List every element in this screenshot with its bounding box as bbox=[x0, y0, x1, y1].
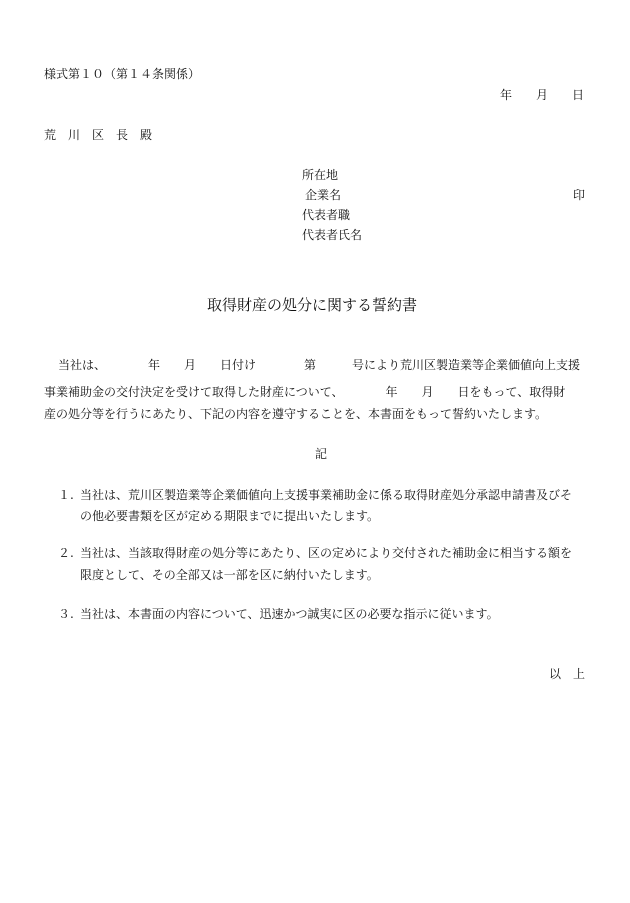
item-2-line-1: 当社は、当該取得財産の処分等にあたり、区の定めにより交付された補助金に相当する額を bbox=[80, 546, 573, 560]
seal-mark: 印 bbox=[573, 188, 586, 202]
closing-mark: 以 上 bbox=[549, 667, 586, 681]
company-label: 企業名 bbox=[305, 188, 342, 202]
ki-label: 記 bbox=[315, 447, 328, 461]
item-1-line-2: の他必要書類を区が定める期限までに提出いたします。 bbox=[80, 509, 380, 523]
item-3-number: ３. bbox=[58, 607, 74, 621]
address-label: 所在地 bbox=[302, 168, 339, 182]
item-1-line-1: 当社は、荒川区製造業等企業価値向上支援事業補助金に係る取得財産処分承認申請書及びそ bbox=[80, 488, 573, 502]
item-1-number: １. bbox=[58, 488, 74, 502]
representative-name-label: 代表者氏名 bbox=[302, 228, 363, 242]
form-number: 様式第１０（第１４条関係） bbox=[44, 67, 201, 81]
item-2-number: ２. bbox=[58, 546, 74, 560]
representative-title-label: 代表者職 bbox=[302, 208, 351, 222]
addressee: 荒 川 区 長 殿 bbox=[44, 128, 153, 142]
body-line-3: 産の処分等を行うにあたり、下記の内容を遵守することを、本書面をもって誓約いたします。 bbox=[44, 407, 548, 421]
body-line-2: 事業補助金の交付決定を受けて取得した財産について、 年 月 日をもって、取得財 bbox=[44, 385, 566, 399]
body-line-1: 当社は、 年 月 日付け 第 号により荒川区製造業等企業価値向上支援 bbox=[58, 358, 581, 372]
item-3-line-1: 当社は、本書面の内容について、迅速かつ誠実に区の必要な指示に従います。 bbox=[80, 607, 499, 621]
item-2-line-2: 限度として、その全部又は一部を区に納付いたします。 bbox=[80, 568, 379, 582]
document-title: 取得財産の処分に関する誓約書 bbox=[207, 296, 418, 314]
date-line: 年 月 日 bbox=[500, 88, 585, 102]
